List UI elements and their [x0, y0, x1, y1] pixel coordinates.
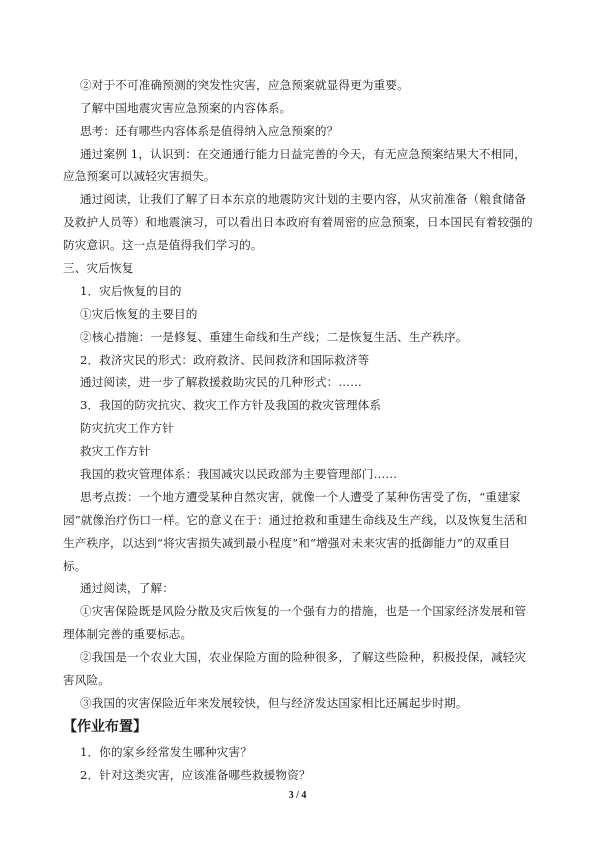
- text-line: 理体制完善的重要标志。: [63, 627, 193, 641]
- text-line: 及救护人员等）和地震演习，可以看出日本政府有着周密的应急预案，日本国民有着较强的: [63, 215, 533, 229]
- text-line: 救灾工作方针: [80, 444, 151, 458]
- text-line: 标。: [63, 559, 87, 573]
- text-line: 3．我国的防灾抗灾、救灾工作方针及我国的救灾管理体系: [80, 398, 382, 412]
- homework-item: 1．你的家乡经常发生哪种灾害？: [80, 745, 252, 759]
- text-line: 2．救济灾民的形式：政府救济、民间救济和国际救济等: [80, 353, 370, 367]
- text-line: 园”就像治疗伤口一样。它的意义在于：通过抢救和重建生命线及生产线，以及恢复生活和: [63, 513, 528, 527]
- section-heading: 三、灾后恢复: [63, 261, 134, 275]
- text-line: 防灾意识。这一点是值得我们学习的。: [63, 238, 263, 252]
- homework-item: 2．针对这类灾害，应该准备哪些救援物资？: [80, 768, 311, 782]
- text-line: 害风险。: [63, 673, 110, 687]
- text-line: 思考点拨：一个地方遭受某种自然灾害，就像一个人遭受了某种伤害受了伤，“重建家: [80, 490, 521, 504]
- text-line: ①灾后恢复的主要目的: [80, 307, 198, 321]
- text-line: ②核心措施：一是修复、重建生命线和生产线；二是恢复生活、生产秩序。: [80, 330, 468, 344]
- text-line: 应急预案可以减轻灾害损失。: [63, 169, 216, 183]
- text-line: ②我国是一个农业大国，农业保险方面的险种很多，了解这些险种，积极投保，减轻灾: [80, 650, 527, 664]
- page-number: 3 / 4: [288, 790, 307, 801]
- text-line: 防灾抗灾工作方针: [80, 421, 174, 435]
- text-line: ②对于不可准确预测的突发性灾害，应急预案就显得更为重要。: [80, 78, 409, 92]
- text-line: 通过阅读，进一步了解救援救助灾民的几种形式：……: [80, 375, 362, 389]
- text-line: 思考：还有哪些内容体系是值得纳入应急预案的？: [80, 124, 339, 138]
- text-line: 通过案例 1，认识到：在交通通行能力日益完善的今天，有无应急预案结果大不相同，: [80, 147, 526, 161]
- text-line: 生产秩序，以达到“将灾害损失减到最小程度”和“增强对未来灾害的抵御能力”的双重目: [63, 536, 511, 550]
- text-line: 通过阅读，了解：: [80, 581, 174, 595]
- text-line: ③我国的灾害保险近年来发展较快，但与经济发达国家相比还属起步时期。: [80, 696, 468, 710]
- text-line: 我国的救灾管理体系：我国减灾以民政部为主要管理部门……: [80, 467, 398, 481]
- text-line: 通过阅读，让我们了解了日本东京的地震防灾计划的主要内容，从灾前准备（粮食储备: [80, 192, 527, 206]
- text-line: 1．灾后恢复的目的: [80, 284, 182, 298]
- homework-heading: 【作业布置】: [63, 719, 147, 735]
- text-line: 了解中国地震灾害应急预案的内容体系。: [80, 101, 292, 115]
- text-line: ①灾害保险既是风险分散及灾后恢复的一个强有力的措施，也是一个国家经济发展和管: [80, 604, 527, 618]
